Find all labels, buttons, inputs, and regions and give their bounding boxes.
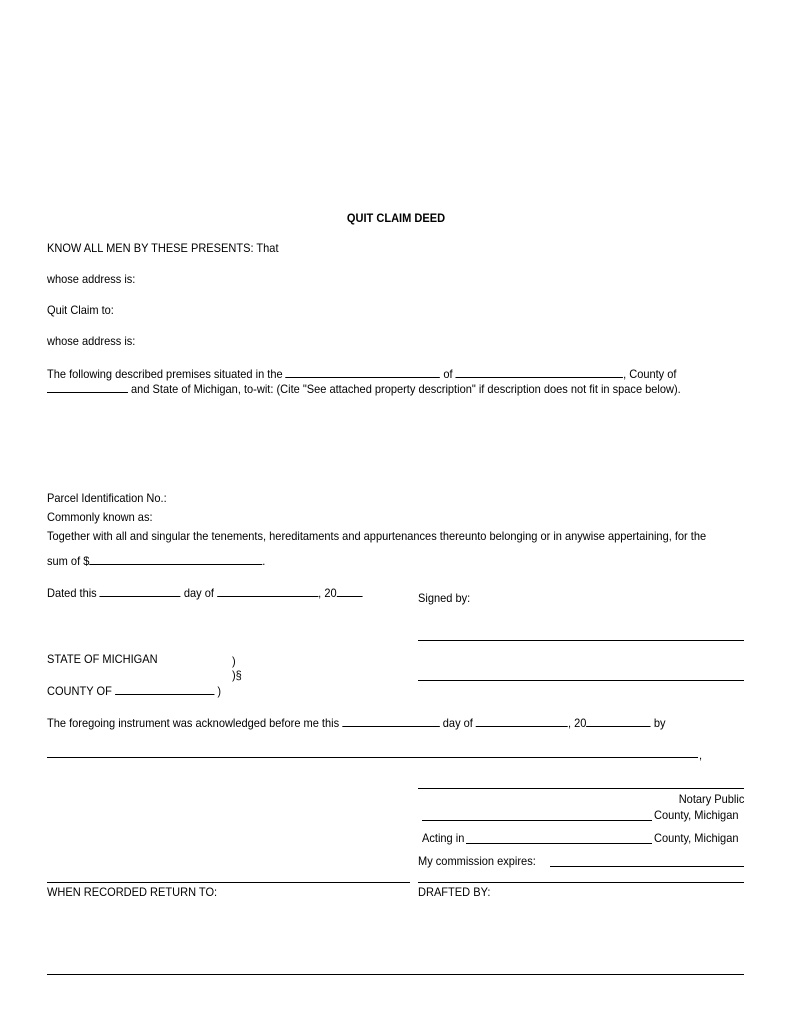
notary-signature-line[interactable] xyxy=(418,788,744,789)
return-to-label: WHEN RECORDED RETURN TO: xyxy=(47,885,218,899)
sum-field[interactable] xyxy=(89,553,262,565)
ack-day-field[interactable] xyxy=(342,715,440,727)
premises-line-2 xyxy=(47,381,681,396)
return-divider xyxy=(47,882,410,883)
sum-line xyxy=(47,553,265,568)
county-field[interactable] xyxy=(115,683,214,695)
dated-day-field[interactable] xyxy=(100,585,181,597)
signature-line-2[interactable] xyxy=(418,680,744,681)
ack-by: by xyxy=(653,716,666,730)
ack-end-comma: , xyxy=(699,748,703,762)
venue-paren-2: ) xyxy=(217,684,222,698)
dated-month-field[interactable] xyxy=(217,585,318,597)
grantee-address-label: whose address is: xyxy=(47,334,136,348)
bottom-rule xyxy=(47,974,744,975)
premises-line1-suffix: , County of xyxy=(623,367,677,381)
ack-name-line[interactable] xyxy=(47,757,698,758)
notary-public-label: Notary Public xyxy=(678,792,744,806)
acting-in-label: Acting in xyxy=(422,831,465,845)
dated-prefix: Dated this xyxy=(47,586,97,600)
acknowledgment-line xyxy=(47,715,666,730)
county-line xyxy=(47,683,221,698)
grantor-intro: KNOW ALL MEN BY THESE PRESENTS: That xyxy=(47,241,279,255)
dated-line xyxy=(47,585,362,600)
premises-line1-prefix: The following described premises situated in the xyxy=(47,367,283,381)
signature-line-1[interactable] xyxy=(418,640,744,641)
premises-township-field[interactable] xyxy=(286,366,441,378)
premises-line-1 xyxy=(47,366,676,381)
ack-year-field[interactable] xyxy=(586,715,650,727)
venue-paren-1: ) xyxy=(232,654,236,668)
venue-section: )§ xyxy=(232,668,242,682)
together-with-text: Together with all and singular the tenements, hereditaments and appurtenances thereunto belonging or in anywise appertaining, for the xyxy=(47,529,707,543)
acting-in-county-field[interactable] xyxy=(466,843,652,844)
drafted-by-label: DRAFTED BY: xyxy=(418,885,491,899)
state-label: STATE OF MICHIGAN xyxy=(47,652,158,666)
notary-county-label: County, Michigan xyxy=(654,808,739,822)
ack-year-prefix: , 20 xyxy=(567,716,587,730)
county-label: COUNTY OF xyxy=(47,684,112,698)
sum-label: sum of $ xyxy=(47,554,90,568)
ack-month-field[interactable] xyxy=(476,715,568,727)
commission-expires-field[interactable] xyxy=(550,866,744,867)
dated-year-field[interactable] xyxy=(337,585,363,597)
sum-end: . xyxy=(262,554,266,568)
drafted-divider xyxy=(418,882,744,883)
ack-day-of: day of xyxy=(442,716,473,730)
premises-line1-mid: of xyxy=(443,367,453,381)
document-title: QUIT CLAIM DEED xyxy=(346,211,446,225)
dated-day-of: day of xyxy=(183,586,214,600)
dated-year-prefix: , 20 xyxy=(318,586,337,600)
commonly-known-label: Commonly known as: xyxy=(47,510,153,524)
signed-by-label: Signed by: xyxy=(418,591,471,605)
acting-county-label: County, Michigan xyxy=(654,831,739,845)
grantee-label: Quit Claim to: xyxy=(47,303,114,317)
premises-line2-suffix: and State of Michigan, to-wit: (Cite "See attached property description" if description does not fit in space below). xyxy=(131,382,681,396)
premises-county-field[interactable] xyxy=(47,381,128,393)
parcel-id-label: Parcel Identification No.: xyxy=(47,491,167,505)
ack-prefix: The foregoing instrument was acknowledged before me this xyxy=(47,716,340,730)
notary-county-field[interactable] xyxy=(422,820,652,821)
premises-city-field[interactable] xyxy=(456,366,623,378)
grantor-address-label: whose address is: xyxy=(47,272,136,286)
commission-label: My commission expires: xyxy=(418,854,536,868)
